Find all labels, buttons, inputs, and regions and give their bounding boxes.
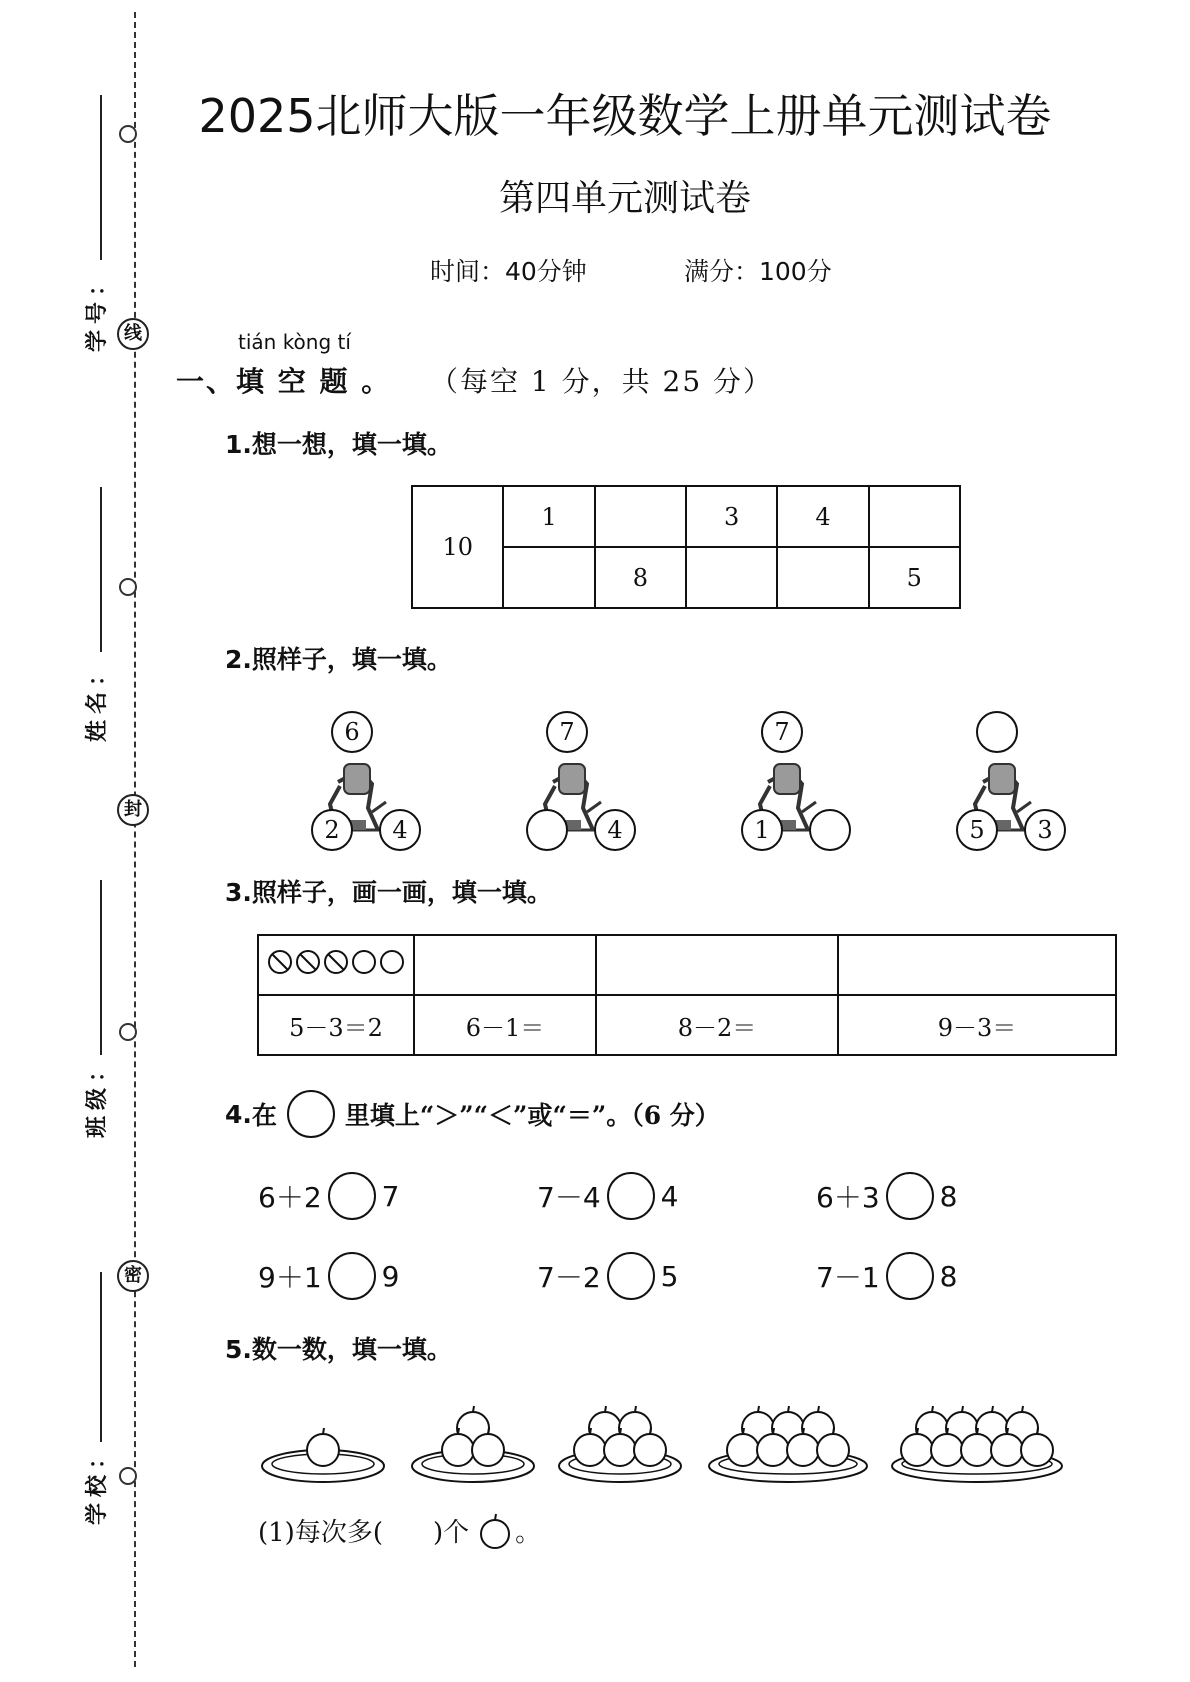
- binding-hole: [119, 1467, 137, 1485]
- q2-title: 2.照样子，填一填。: [225, 645, 452, 674]
- bike-head-circle: 7: [761, 711, 803, 753]
- q1-cell[interactable]: [686, 547, 777, 608]
- apple-stem: [992, 1406, 993, 1412]
- student-id-label: 学号：: [84, 267, 110, 352]
- school-line[interactable]: [100, 1272, 102, 1442]
- q3-title: 3.照样子，画一画，填一填。: [225, 878, 552, 907]
- apple-stem: [803, 1428, 804, 1434]
- apple-stem: [818, 1406, 819, 1412]
- compare-left: 6＋3: [816, 1181, 880, 1214]
- class-line[interactable]: [100, 880, 102, 1055]
- q1-cell[interactable]: 4: [777, 486, 868, 547]
- apple: [961, 1434, 993, 1466]
- apple-stem: [650, 1428, 651, 1434]
- bike-left-wheel[interactable]: [526, 809, 568, 851]
- apple: [307, 1434, 339, 1466]
- apple: [817, 1434, 849, 1466]
- compare-right: 9: [381, 1259, 400, 1293]
- q4-title: 4. 在 里填上“＞”“＜”或“＝”。（6 分）: [225, 1090, 720, 1138]
- apple-stem: [977, 1428, 978, 1434]
- binding-hole: [119, 1023, 137, 1041]
- apple-stem: [473, 1406, 474, 1412]
- compare-answer-circle[interactable]: [886, 1252, 934, 1300]
- apple: [991, 1434, 1023, 1466]
- compare-right: 4: [660, 1179, 679, 1213]
- q1-cell[interactable]: [595, 486, 686, 547]
- example-circle: [353, 951, 375, 973]
- apple-stem: [458, 1428, 459, 1434]
- apple-stem: [605, 1406, 606, 1412]
- compare-right: 7: [381, 1179, 400, 1213]
- apple-stem: [788, 1406, 789, 1412]
- time-label: 时间：40分钟: [430, 257, 587, 286]
- apple-stem: [1037, 1428, 1038, 1434]
- apple-plate: [888, 1398, 1066, 1488]
- q1-cell[interactable]: [869, 486, 960, 547]
- q5-title: 5.数一数，填一填。: [225, 1335, 452, 1364]
- apple-icon: [475, 1510, 515, 1550]
- bike-head-circle[interactable]: [976, 711, 1018, 753]
- q3-equation[interactable]: 9－3＝: [838, 995, 1116, 1055]
- apple-stem: [635, 1406, 636, 1412]
- q3-draw-cell[interactable]: [838, 935, 1116, 995]
- q3-equation[interactable]: 6－1＝: [414, 995, 596, 1055]
- bike-right-wheel: 4: [594, 809, 636, 851]
- apple: [1021, 1434, 1053, 1466]
- q1-cell[interactable]: 5: [869, 547, 960, 608]
- name-line[interactable]: [100, 487, 102, 652]
- compare-item: [537, 1172, 678, 1220]
- section-heading: 一、填 空 题 。: [176, 365, 392, 398]
- apple-stem: [947, 1428, 948, 1434]
- apple-stem: [932, 1406, 933, 1412]
- q1-total-cell: 10: [412, 486, 503, 608]
- apple-stem: [590, 1428, 591, 1434]
- binding-hole: [119, 578, 137, 596]
- apple-stem: [758, 1406, 759, 1412]
- bike-figure: [935, 712, 1065, 852]
- apple-plate: [705, 1398, 871, 1488]
- q1-cell[interactable]: [777, 547, 868, 608]
- compare-answer-circle[interactable]: [607, 1252, 655, 1300]
- section-pinyin: tián kòng tí: [238, 330, 351, 354]
- bike-right-wheel: 3: [1024, 809, 1066, 851]
- apple-stem: [773, 1428, 774, 1434]
- compare-answer-circle[interactable]: [607, 1172, 655, 1220]
- compare-left: 7－4: [537, 1181, 601, 1214]
- bike-left-wheel: 2: [311, 809, 353, 851]
- compare-item: [816, 1172, 957, 1220]
- apple: [634, 1434, 666, 1466]
- compare-left: 6＋2: [258, 1181, 322, 1214]
- unit-subtitle: 第四单元测试卷: [498, 178, 751, 219]
- bike-left-wheel: 5: [956, 809, 998, 851]
- q3-example-circles: [266, 947, 406, 977]
- cross-out-mark: [272, 954, 288, 970]
- bike-right-wheel: 4: [379, 809, 421, 851]
- q3-draw-cell[interactable]: [596, 935, 838, 995]
- apple: [472, 1434, 504, 1466]
- apple-stem: [743, 1428, 744, 1434]
- seal-char-mi: 密: [117, 1260, 149, 1292]
- seal-char-xian: 线: [117, 318, 149, 350]
- apple: [604, 1434, 636, 1466]
- q1-cell[interactable]: 3: [686, 486, 777, 547]
- bike-figure: [720, 712, 850, 852]
- compare-item: [537, 1252, 678, 1300]
- compare-left: 7－1: [816, 1261, 880, 1294]
- binding-dashed-line: [134, 12, 136, 1667]
- apple-plate: [408, 1398, 538, 1488]
- apple: [757, 1434, 789, 1466]
- bike-right-wheel[interactable]: [809, 809, 851, 851]
- bike-head-circle: 6: [331, 711, 373, 753]
- q3-example-cell: [258, 935, 414, 995]
- q3-draw-table: [257, 934, 1117, 1056]
- compare-item: [258, 1252, 399, 1300]
- q3-equation[interactable]: 8－2＝: [596, 995, 838, 1055]
- apple-stem: [1022, 1406, 1023, 1412]
- apple-plate: [258, 1398, 388, 1488]
- class-label: 班级：: [84, 1053, 110, 1138]
- compare-left: 7－2: [537, 1261, 601, 1294]
- compare-right: 8: [939, 1179, 958, 1213]
- apple: [727, 1434, 759, 1466]
- score-label: 满分：100分: [684, 257, 832, 286]
- school-label: 学校：: [84, 1440, 110, 1525]
- compare-answer-circle[interactable]: [886, 1172, 934, 1220]
- cross-out-mark: [300, 954, 316, 970]
- page-title: 2025北师大版一年级数学上册单元测试卷: [198, 89, 1052, 143]
- q1-number-split-table: [411, 485, 961, 609]
- apple-stem: [962, 1406, 963, 1412]
- name-label: 姓名：: [84, 657, 110, 742]
- compare-answer-circle[interactable]: [328, 1172, 376, 1220]
- section-points: （每空 1 分，共 25 分）: [430, 365, 774, 398]
- apple: [931, 1434, 963, 1466]
- apple: [442, 1434, 474, 1466]
- compare-left: 9＋1: [258, 1261, 322, 1294]
- student-id-line[interactable]: [100, 95, 102, 260]
- q3-equation: 5－3＝2: [258, 995, 414, 1055]
- apple-stem: [488, 1428, 489, 1434]
- compare-right: 5: [660, 1259, 679, 1293]
- apple: [787, 1434, 819, 1466]
- q3-draw-cell[interactable]: [414, 935, 596, 995]
- apple-stem: [620, 1428, 621, 1434]
- q1-title: 1.想一想，填一填。: [225, 430, 452, 459]
- compare-item: [816, 1252, 957, 1300]
- q1-cell[interactable]: 1: [503, 486, 594, 547]
- apple-plate: [555, 1398, 685, 1488]
- apple-stem: [917, 1428, 918, 1434]
- compare-answer-circle[interactable]: [328, 1252, 376, 1300]
- apple-stem: [833, 1428, 834, 1434]
- apple-stem: [323, 1428, 324, 1434]
- bike-left-wheel: 1: [741, 809, 783, 851]
- apple: [901, 1434, 933, 1466]
- seal-char-feng: 封: [117, 794, 149, 826]
- bike-figure: [505, 712, 635, 852]
- q5-sub1: (1)每次多( )个 。: [258, 1510, 541, 1550]
- q4-circle-icon: [287, 1090, 335, 1138]
- binding-hole: [119, 125, 137, 143]
- apple: [574, 1434, 606, 1466]
- bike-head-circle: 7: [546, 711, 588, 753]
- example-circle: [381, 951, 403, 973]
- bike-figure: [290, 712, 420, 852]
- compare-item: [258, 1172, 399, 1220]
- q1-cell[interactable]: 8: [595, 547, 686, 608]
- apple-stem: [1007, 1428, 1008, 1434]
- compare-right: 8: [939, 1259, 958, 1293]
- cross-out-mark: [328, 954, 344, 970]
- q1-cell[interactable]: [503, 547, 594, 608]
